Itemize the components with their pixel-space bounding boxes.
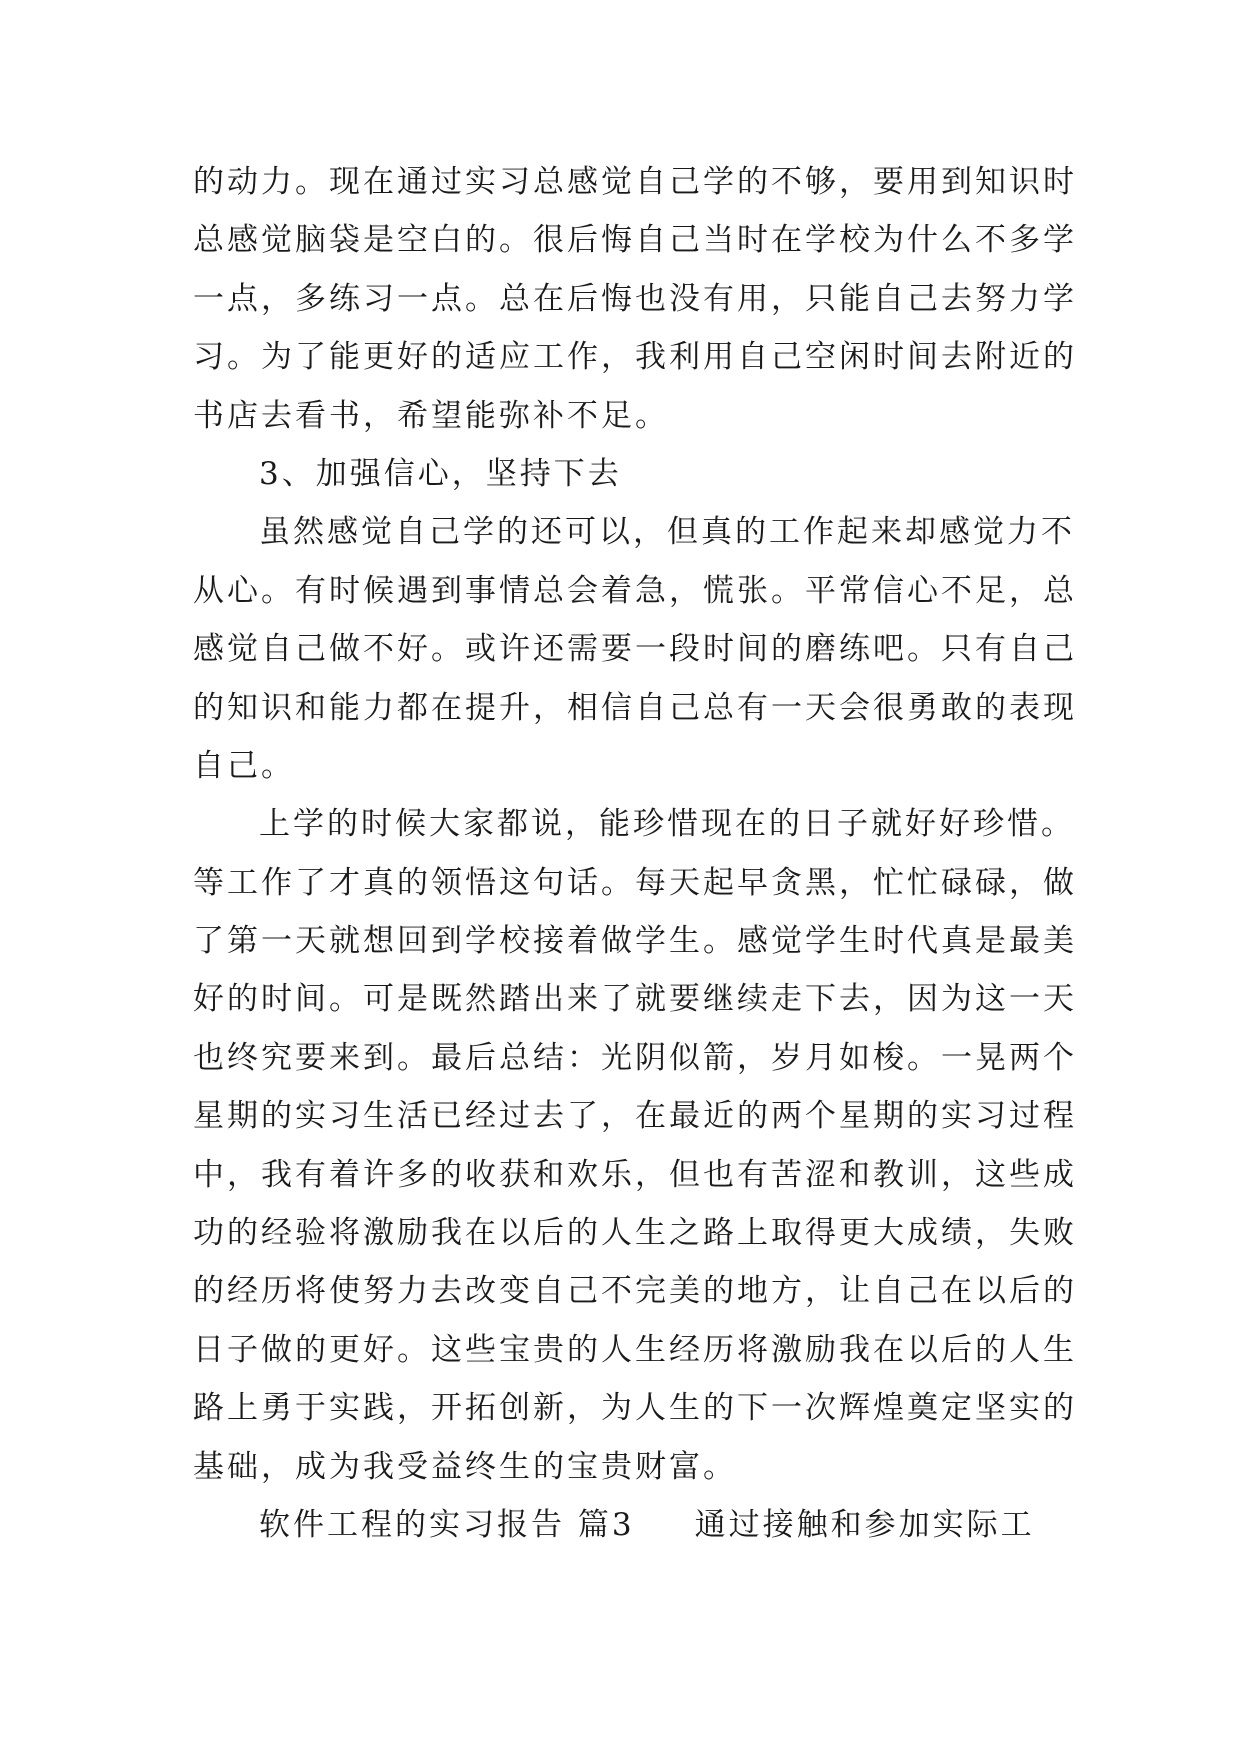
text-line: 的知识和能力都在提升，相信自己总有一天会很勇敢的表现 — [193, 689, 1077, 726]
text-line: 日子做的更好。这些宝贵的人生经历将激励我在以后的人生 — [193, 1331, 1077, 1368]
section-first-text: 通过接触和参加实际工 — [694, 1506, 1035, 1543]
paragraph-start-line: 上学的时候大家都说，能珍惜现在的日子就好好珍惜。 — [259, 806, 1075, 843]
section-heading: 软件工程的实习报告 篇3 — [259, 1506, 635, 1543]
text-line: 习。为了能更好的适应工作，我利用自己空闲时间去附近的 — [193, 339, 1077, 376]
text-line: 书店去看书，希望能弥补不足。 — [193, 397, 669, 434]
text-line: 自己。 — [193, 747, 295, 784]
text-line: 的经历将使努力去改变自己不完美的地方，让自己在以后的 — [193, 1273, 1077, 1310]
text-line: 的动力。现在通过实习总感觉自己学的不够，要用到知识时 — [193, 164, 1077, 200]
text-line: 一点，多练习一点。总在后悔也没有用，只能自己去努力学 — [193, 280, 1077, 317]
text-line: 中，我有着许多的收获和欢乐，但也有苦涩和教训，这些成 — [193, 1156, 1077, 1193]
text-line: 星期的实习生活已经过去了，在最近的两个星期的实习过程 — [193, 1098, 1077, 1135]
text-line: 好的时间。可是既然踏出来了就要继续走下去，因为这一天 — [193, 981, 1077, 1018]
text-line: 基础，成为我受益终生的宝贵财富。 — [193, 1448, 737, 1485]
document-body — [193, 153, 1077, 1554]
subheading-line: 3、加强信心，坚持下去 — [259, 455, 622, 492]
paragraph-start-line: 虽然感觉自己学的还可以，但真的工作起来却感觉力不 — [259, 514, 1075, 551]
text-line: 从心。有时候遇到事情总会着急，慌张。平常信心不足，总 — [193, 572, 1077, 609]
text-line: 感觉自己做不好。或许还需要一段时间的磨练吧。只有自己 — [193, 631, 1077, 668]
text-line: 总感觉脑袋是空白的。很后悔自己当时在学校为什么不多学 — [193, 222, 1077, 259]
text-line: 了第一天就想回到学校接着做学生。感觉学生时代真是最美 — [193, 923, 1077, 960]
text-line: 功的经验将激励我在以后的人生之路上取得更大成绩，失败 — [193, 1215, 1077, 1252]
section-heading-line — [193, 1496, 1063, 1554]
text-line: 路上勇于实践，开拓创新，为人生的下一次辉煌奠定坚实的 — [193, 1390, 1077, 1427]
text-line: 等工作了才真的领悟这句话。每天起早贪黑，忙忙碌碌，做 — [193, 864, 1077, 901]
text-line: 也终究要来到。最后总结：光阴似箭，岁月如梭。一晃两个 — [193, 1039, 1077, 1076]
